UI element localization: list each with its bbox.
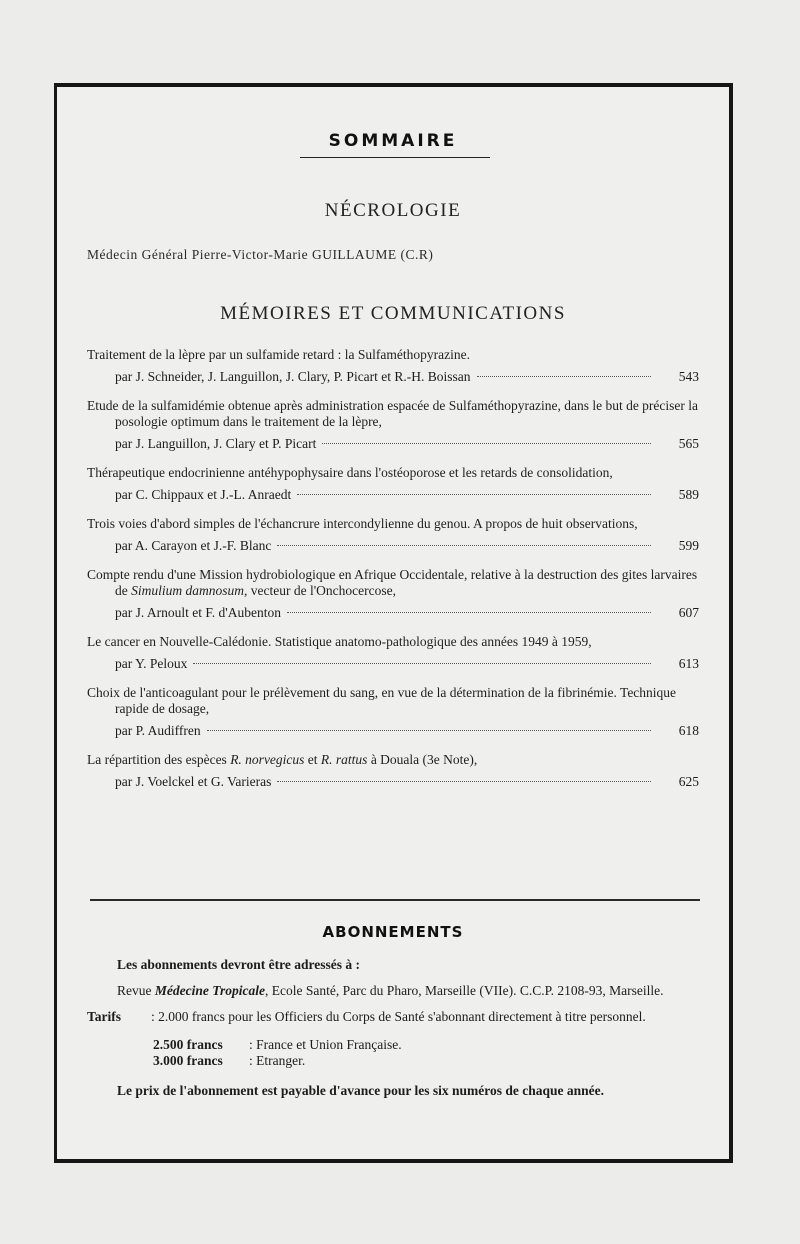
leader-dots (193, 663, 651, 664)
toc-entry[interactable] (87, 465, 699, 503)
toc-entry[interactable] (87, 567, 699, 621)
entry-page-number: 607 (678, 605, 699, 620)
address-text: Revue (117, 983, 155, 998)
toc-entry[interactable] (87, 634, 699, 672)
entry-page-number: 618 (678, 723, 699, 738)
leader-dots (277, 781, 651, 782)
entry-title-text: La répartition des espèces (87, 752, 231, 767)
toc-entry[interactable] (87, 347, 699, 385)
journal-name: Médecine Tropicale (154, 983, 265, 998)
entry-title: Trois voies d'abord simples de l'échancrure intercondylienne du genou. A propos de huit observations, (87, 516, 638, 531)
entry-page-number: 565 (678, 436, 699, 451)
entry-title-text: Compte rendu d'une Mission hydrobiologique en Afrique Occidentale, relative à la destruction des gites larvaires de (87, 567, 698, 598)
leader-dots (277, 545, 651, 546)
entry-page-number: 589 (678, 487, 699, 502)
species-name: R. rattus (320, 752, 368, 767)
species-name: R. norvegicus (230, 752, 305, 767)
title-underline (300, 157, 490, 158)
entry-authors: par P. Audiffren (115, 723, 201, 738)
entry-page-number: 613 (678, 656, 699, 671)
subscription-address (87, 983, 701, 999)
entry-byline (87, 487, 699, 503)
tarifs-block (87, 1009, 701, 1025)
entry-title (87, 752, 699, 768)
entry-authors: par J. Voelckel et G. Varieras (115, 774, 272, 789)
page-frame (54, 83, 733, 1163)
contents-list (87, 347, 699, 803)
leader-dots (207, 730, 651, 731)
entry-authors: par J. Languillon, J. Clary et P. Picart (115, 436, 317, 451)
necrologie-entry: Médecin Général Pierre-Victor-Marie GUILLAUME (C.R) (87, 247, 434, 262)
price-zone: : Etranger. (249, 1053, 306, 1068)
entry-title: Choix de l'anticoagulant pour le prélèvement du sang, en vue de la détermination de la fibrinémie. Technique rapide de dosage, (87, 685, 677, 716)
entry-title: Le cancer en Nouvelle-Calédonie. Statistique anatomo-pathologique des années 1949 à 1959, (87, 634, 592, 649)
page-title: SOMMAIRE (328, 131, 458, 151)
leader-dots (477, 376, 651, 377)
entry-authors: par Y. Peloux (115, 656, 188, 671)
species-name: Simulium damnosum (131, 583, 245, 598)
toc-entry[interactable] (87, 398, 699, 452)
entry-byline (87, 369, 699, 385)
entry-byline (87, 538, 699, 554)
entry-byline (87, 774, 699, 790)
entry-page-number: 543 (678, 369, 699, 384)
entry-page-number: 599 (678, 538, 699, 553)
section-title-necrologie: NÉCROLOGIE (324, 200, 462, 221)
leader-dots (322, 443, 651, 444)
subscription-intro: Les abonnements devront être adressés à : (117, 957, 360, 972)
price-row (153, 1053, 701, 1069)
price-amount: 3.000 francs (153, 1053, 223, 1068)
leader-dots (297, 494, 651, 495)
price-row (153, 1037, 701, 1053)
entry-title-text: , vecteur de l'Onchocercose, (244, 583, 396, 598)
entry-authors: par A. Carayon et J.-F. Blanc (115, 538, 272, 553)
entry-authors: par J. Arnoult et F. d'Aubenton (115, 605, 281, 620)
entry-title: Traitement de la lèpre par un sulfamide retard : la Sulfaméthopyrazine. (87, 347, 470, 362)
entry-page-number: 625 (678, 774, 699, 789)
entry-title (87, 567, 699, 599)
toc-entry[interactable] (87, 752, 699, 790)
section-title-memoires: MÉMOIRES ET COMMUNICATIONS (220, 303, 566, 324)
price-zone: : France et Union Française. (249, 1037, 402, 1052)
subscription-info (87, 957, 701, 1099)
entry-authors: par C. Chippaux et J.-L. Anraedt (115, 487, 292, 502)
toc-entry[interactable] (87, 516, 699, 554)
entry-byline (87, 436, 699, 452)
tarifs-label: Tarifs (87, 1009, 122, 1024)
leader-dots (287, 612, 651, 613)
entry-title-text: et (304, 752, 321, 767)
payment-note: Le prix de l'abonnement est payable d'avance pour les six numéros de chaque année. (117, 1083, 605, 1098)
entry-byline (87, 723, 699, 739)
entry-byline (87, 605, 699, 621)
entry-title: Thérapeutique endocrinienne antéhypophysaire dans l'ostéoporose et les retards de consolidation, (87, 465, 613, 480)
entry-title-text: à Douala (3e Note), (367, 752, 478, 767)
tarifs-officers: : 2.000 francs pour les Officiers du Corps de Santé s'abonnant directement à titre personnel. (151, 1009, 646, 1024)
section-divider (90, 899, 700, 901)
address-text: , Ecole Santé, Parc du Pharo, Marseille (VIIe). C.C.P. 2108-93, Marseille. (264, 983, 664, 998)
entry-title: Etude de la sulfamidémie obtenue après administration espacée de Sulfaméthopyrazine, dans le but de préciser la posologie optimum dans le traitement de la lèpre, (87, 398, 699, 429)
price-amount: 2.500 francs (153, 1037, 223, 1052)
entry-byline (87, 656, 699, 672)
toc-entry[interactable] (87, 685, 699, 739)
section-title-abonnements: ABONNEMENTS (322, 923, 464, 941)
entry-authors: par J. Schneider, J. Languillon, J. Clary, P. Picart et R.-H. Boissan (115, 369, 471, 384)
